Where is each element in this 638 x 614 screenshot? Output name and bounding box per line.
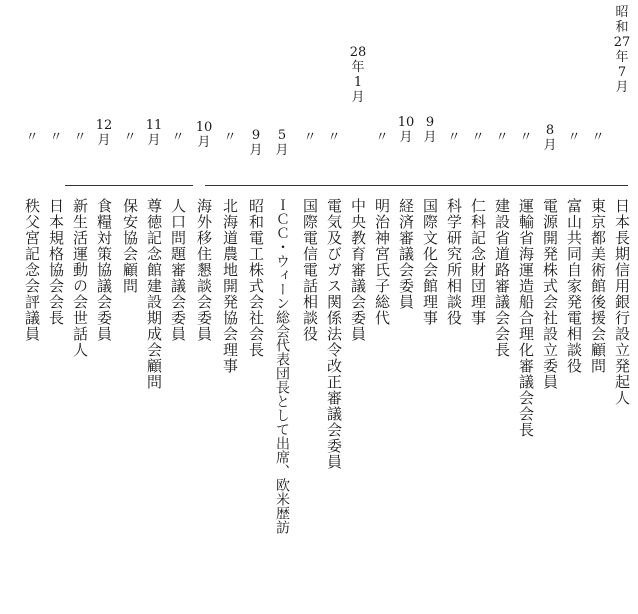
chronology-entry xyxy=(117,0,143,614)
entry-date: 〃 xyxy=(303,130,317,145)
entry-text: 経済審議会委員 xyxy=(397,198,415,310)
entry-text: 昭和電工株式会社会長 xyxy=(247,198,265,358)
chronology-entry xyxy=(297,0,323,614)
chronology-entry xyxy=(243,0,269,614)
chronology-entry xyxy=(217,0,243,614)
chronology-entry xyxy=(43,0,69,614)
entry-text: 海外移住懇談会委員 xyxy=(195,198,213,342)
chronology-entry xyxy=(441,0,467,614)
entry-text: 富山共同自家発電相談役 xyxy=(565,198,583,374)
entry-date: 〃 xyxy=(495,130,509,145)
chronology-entry xyxy=(141,0,167,614)
entry-date: 12 月 xyxy=(95,118,113,148)
entry-date: 28 年 1 月 xyxy=(349,45,367,105)
chronology-entry xyxy=(67,0,93,614)
chronology-entry xyxy=(561,0,587,614)
chronology-entry xyxy=(393,0,419,614)
chronology-entry xyxy=(513,0,539,614)
entry-text: 仁科記念財団理事 xyxy=(469,198,487,326)
entry-date: 〃 xyxy=(223,130,237,145)
entry-date: 10 月 xyxy=(397,115,415,145)
entry-date: 〃 xyxy=(471,130,485,145)
entry-text: 保安協会顧問 xyxy=(121,198,139,294)
entry-text: 明治神宮氏子総代 xyxy=(373,198,391,326)
entry-text: 科学研究所相談役 xyxy=(445,198,463,326)
entry-text: 国際電信電話相談役 xyxy=(301,198,319,342)
entry-text: 日本規格協会会長 xyxy=(47,198,65,326)
entry-date: 5 月 xyxy=(275,128,289,158)
entry-text: 日本長期信用銀行設立発起人 xyxy=(613,198,631,406)
chronology-entry xyxy=(609,0,635,614)
entry-text: 北海道農地開発協会理事 xyxy=(221,198,239,374)
chronology-entry xyxy=(19,0,45,614)
chronology-entry xyxy=(369,0,395,614)
chronology-entry xyxy=(489,0,515,614)
entry-text: 新生活運動の会世話人 xyxy=(71,198,89,358)
entry-text: ＩＣＣ・ウィーン総会代表団長として出席、欧米歴訪 xyxy=(274,198,290,534)
entry-text: 人口問題審議会委員 xyxy=(169,198,187,342)
entry-date: 〃 xyxy=(123,130,137,145)
chronology-entry xyxy=(91,0,117,614)
entry-text: 東京都美術館後援会顧問 xyxy=(589,198,607,374)
entry-text: 電気及びガス関係法令改正審議会委員 xyxy=(325,198,343,470)
entry-date: 〃 xyxy=(49,130,63,145)
entry-date: 〃 xyxy=(567,130,581,145)
entry-date: 〃 xyxy=(447,130,461,145)
entry-date: 昭 和 27 年 7 月 xyxy=(613,5,631,95)
entry-text: 電源開発株式会社設立委員 xyxy=(541,198,559,390)
chronology-entry xyxy=(165,0,191,614)
entry-text: 中央教育審議会委員 xyxy=(349,198,367,342)
entry-text: 運輸省海運造船合理化審議会会長 xyxy=(517,198,535,438)
chronology-entry xyxy=(269,0,295,614)
entry-date: 〃 xyxy=(375,130,389,145)
entry-date: 11 月 xyxy=(145,118,163,148)
entry-date: 10 月 xyxy=(195,120,213,150)
entry-date: 〃 xyxy=(171,130,185,145)
entry-date: 〃 xyxy=(73,130,87,145)
entry-date: 〃 xyxy=(591,130,605,145)
entry-date: 〃 xyxy=(519,130,533,145)
entry-text: 建設省道路審議会会長 xyxy=(493,198,511,358)
entry-date: 〃 xyxy=(327,130,341,145)
chronology-entry xyxy=(345,0,371,614)
chronology-entry xyxy=(417,0,443,614)
entry-date: 9 月 xyxy=(423,115,437,145)
entry-text: 尊徳記念館建設期成会顧問 xyxy=(145,198,163,390)
entry-date: 〃 xyxy=(25,130,39,145)
entry-text: 食糧対策協議会委員 xyxy=(95,198,113,342)
entry-text: 秩父宮記念会評議員 xyxy=(23,198,41,342)
chronology-entry xyxy=(191,0,217,614)
entry-text: 国際文化会館理事 xyxy=(421,198,439,326)
chronology-entry xyxy=(585,0,611,614)
chronology-entry xyxy=(321,0,347,614)
entry-date: 8 月 xyxy=(543,123,557,153)
chronology-entry xyxy=(537,0,563,614)
entry-date: 9 月 xyxy=(249,128,263,158)
chronology-entry xyxy=(465,0,491,614)
